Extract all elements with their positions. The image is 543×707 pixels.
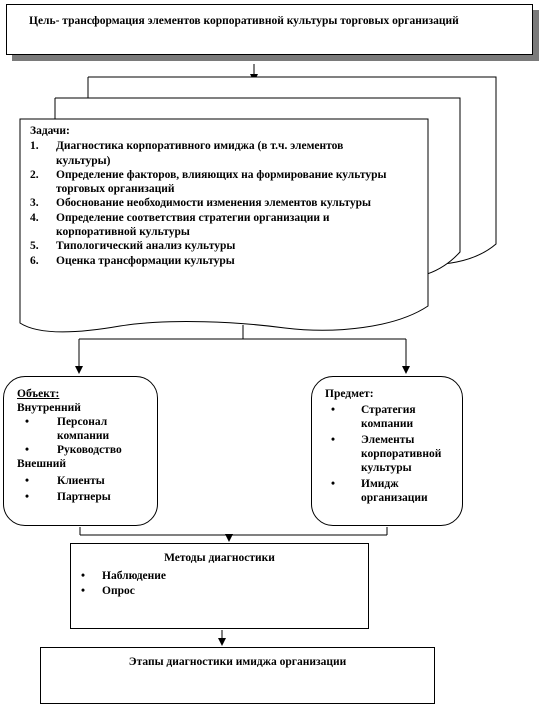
task-text-cont: корпоративной культуры (56, 226, 190, 239)
list-item: • Элементы корпоративной культуры (325, 433, 461, 475)
methods-list (81, 569, 166, 599)
tasks-block (30, 124, 420, 268)
object-external-list (17, 474, 127, 504)
list-item: • Руководство (17, 443, 127, 457)
task-item (30, 239, 420, 253)
stages-title: Этапы диагностики имиджа организации (128, 656, 347, 668)
task-text: Обоснование необходимости изменения элементов культуры (56, 197, 372, 210)
list-item: • Персонал компании (17, 415, 127, 443)
task-item (30, 196, 420, 210)
task-number: 4. (30, 211, 39, 224)
subject-box (311, 376, 463, 526)
task-number: 2. (30, 168, 39, 181)
task-text: Определение соответствия стратегии организации и (56, 211, 330, 224)
task-text: Типологический анализ культуры (56, 240, 236, 253)
task-item (30, 168, 420, 197)
object-internal-label: Внутренний (17, 402, 81, 414)
object-content (17, 387, 127, 504)
task-item (30, 211, 420, 240)
task-number: 3. (30, 197, 39, 210)
task-item (30, 254, 420, 268)
object-title: Объект: (17, 388, 60, 400)
tasks-header: Задачи: (30, 125, 70, 137)
list-item: • Партнеры (17, 490, 127, 504)
list-item: • Наблюдение (81, 569, 166, 584)
list-item: • Имидж организации (325, 477, 461, 505)
goal-box (6, 4, 533, 55)
object-internal-list (17, 415, 127, 457)
tasks-list (30, 139, 420, 268)
goal-text: Цель- трансформация элементов корпоративной культуры торговых организаций (29, 15, 459, 27)
task-text-cont: торговых организаций (56, 183, 175, 196)
task-text: Диагностика корпоративного имиджа (в т.ч. элементов (56, 140, 344, 153)
task-number: 5. (30, 240, 39, 253)
object-external-label: Внешний (17, 458, 66, 470)
task-text-cont: культуры) (56, 154, 111, 167)
task-text: Определение факторов, влияющих на формирование культуры (56, 168, 387, 181)
task-text: Оценка трансформации культуры (56, 254, 235, 267)
subject-content (325, 387, 461, 505)
list-item: • Стратегия компании (325, 403, 461, 431)
object-box (3, 376, 158, 526)
methods-box (70, 543, 369, 629)
list-item: • Опрос (81, 584, 166, 599)
task-number: 6. (30, 254, 39, 267)
list-item: • Клиенты (17, 474, 127, 488)
task-number: 1. (30, 140, 39, 153)
subject-title: Предмет: (325, 388, 374, 400)
methods-title: Методы диагностики (164, 552, 275, 564)
stages-box (40, 647, 435, 704)
subject-list (325, 403, 461, 505)
task-item (30, 139, 420, 168)
